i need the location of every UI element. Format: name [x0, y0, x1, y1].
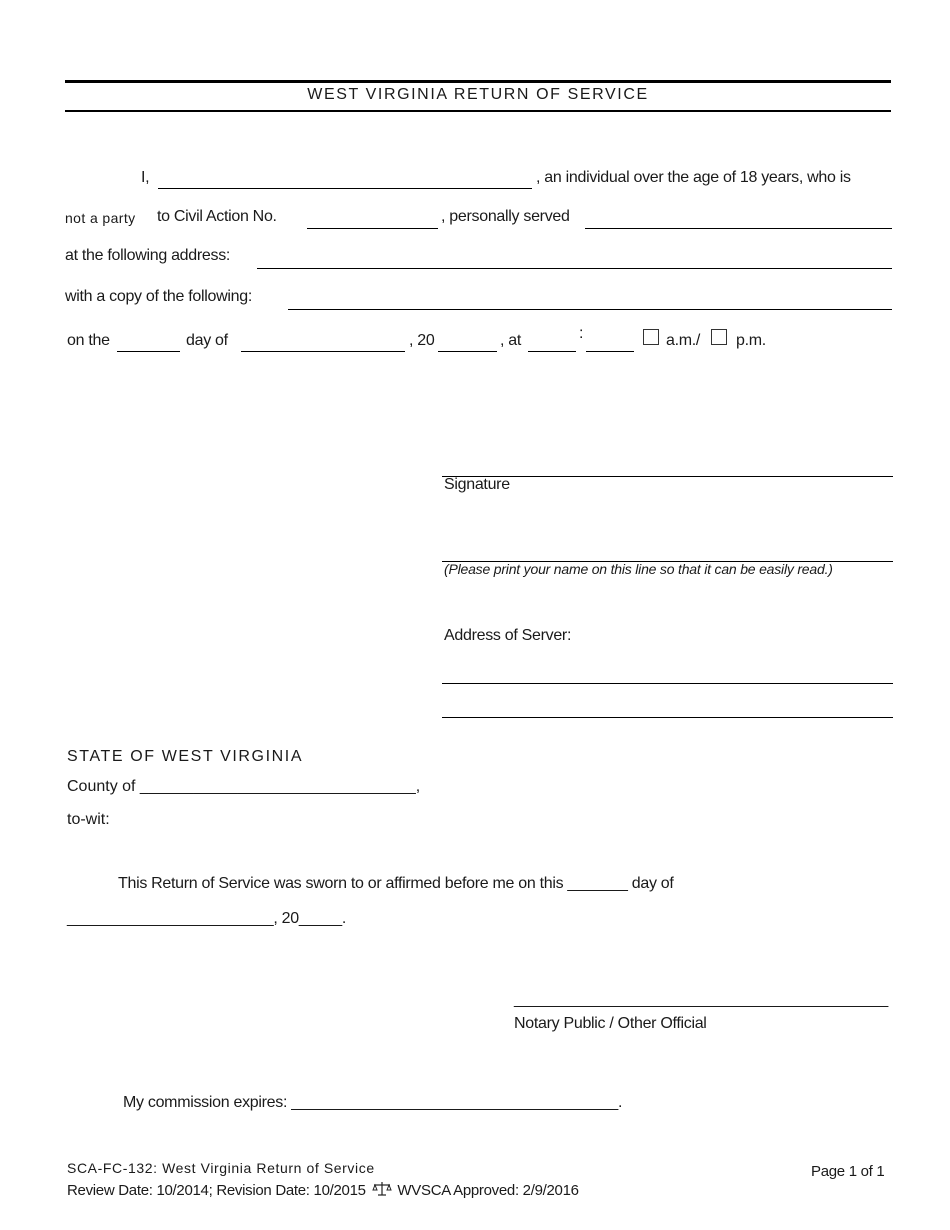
- personally-served-label: , personally served: [441, 208, 570, 225]
- service-address-field[interactable]: [257, 268, 892, 269]
- header-top-rule: [65, 80, 891, 83]
- civil-action-number-field[interactable]: [307, 228, 438, 229]
- footer-dates: [67, 1181, 579, 1201]
- commission-expires: My commission expires: ______________________________________.: [123, 1094, 623, 1111]
- venue-county: County of _______________________________,: [67, 778, 421, 795]
- am-checkbox[interactable]: [643, 329, 659, 345]
- print-name-note: (Please print your name on this line so that it can be easily read.): [444, 561, 833, 577]
- served-person-field[interactable]: [585, 228, 892, 229]
- page-title: WEST VIRGINIA RETURN OF SERVICE: [307, 86, 649, 103]
- year-prefix-label: , 20: [409, 332, 435, 349]
- server-name-field[interactable]: [158, 188, 532, 189]
- pm-checkbox[interactable]: [711, 329, 727, 345]
- statement-line1-suffix: , an individual over the age of 18 years, who is: [536, 169, 851, 186]
- service-month-field[interactable]: [241, 351, 405, 352]
- time-colon: :: [579, 325, 584, 342]
- service-year-field[interactable]: [438, 351, 497, 352]
- footer-page-number: Page 1 of 1: [811, 1163, 885, 1180]
- am-label: a.m./: [666, 332, 701, 349]
- venue-state: STATE OF WEST VIRGINIA: [67, 748, 304, 765]
- footer-form-id: SCA-FC-132: West Virginia Return of Service: [67, 1160, 375, 1176]
- jurat-line-1: This Return of Service was sworn to or affirmed before me on this _______ day of: [118, 875, 674, 892]
- venue-to-wit: to-wit:: [67, 811, 110, 828]
- header-bottom-rule: [65, 110, 891, 112]
- server-address-label: Address of Server:: [444, 627, 572, 644]
- documents-served-field[interactable]: [288, 309, 892, 310]
- pm-label: p.m.: [736, 332, 766, 349]
- address-label: at the following address:: [65, 247, 231, 264]
- service-minute-field[interactable]: [586, 351, 634, 352]
- at-label: , at: [500, 332, 522, 349]
- notary-signature-line: ____________________________________________: [514, 991, 888, 1008]
- not-a-party-label: not a party: [65, 210, 136, 226]
- civil-action-label: to Civil Action No.: [157, 208, 277, 225]
- notary-label: Notary Public / Other Official: [514, 1015, 707, 1032]
- footer-review-revision-dates: Review Date: 10/2014; Revision Date: 10/2015: [67, 1182, 366, 1199]
- day-of-label: day of: [186, 332, 228, 349]
- statement-line1-prefix: I,: [141, 169, 150, 186]
- jurat-line-2: ________________________, 20_____.: [67, 910, 346, 927]
- copy-label: with a copy of the following:: [65, 288, 252, 305]
- server-address-line-1[interactable]: [442, 683, 893, 684]
- signature-label: Signature: [444, 476, 510, 493]
- on-the-label: on the: [67, 332, 110, 349]
- server-address-line-2[interactable]: [442, 717, 893, 718]
- service-day-field[interactable]: [117, 351, 180, 352]
- footer-approved-date: WVSCA Approved: 2/9/2016: [397, 1182, 579, 1199]
- service-hour-field[interactable]: [528, 351, 576, 352]
- scales-of-justice-icon: [372, 1181, 392, 1201]
